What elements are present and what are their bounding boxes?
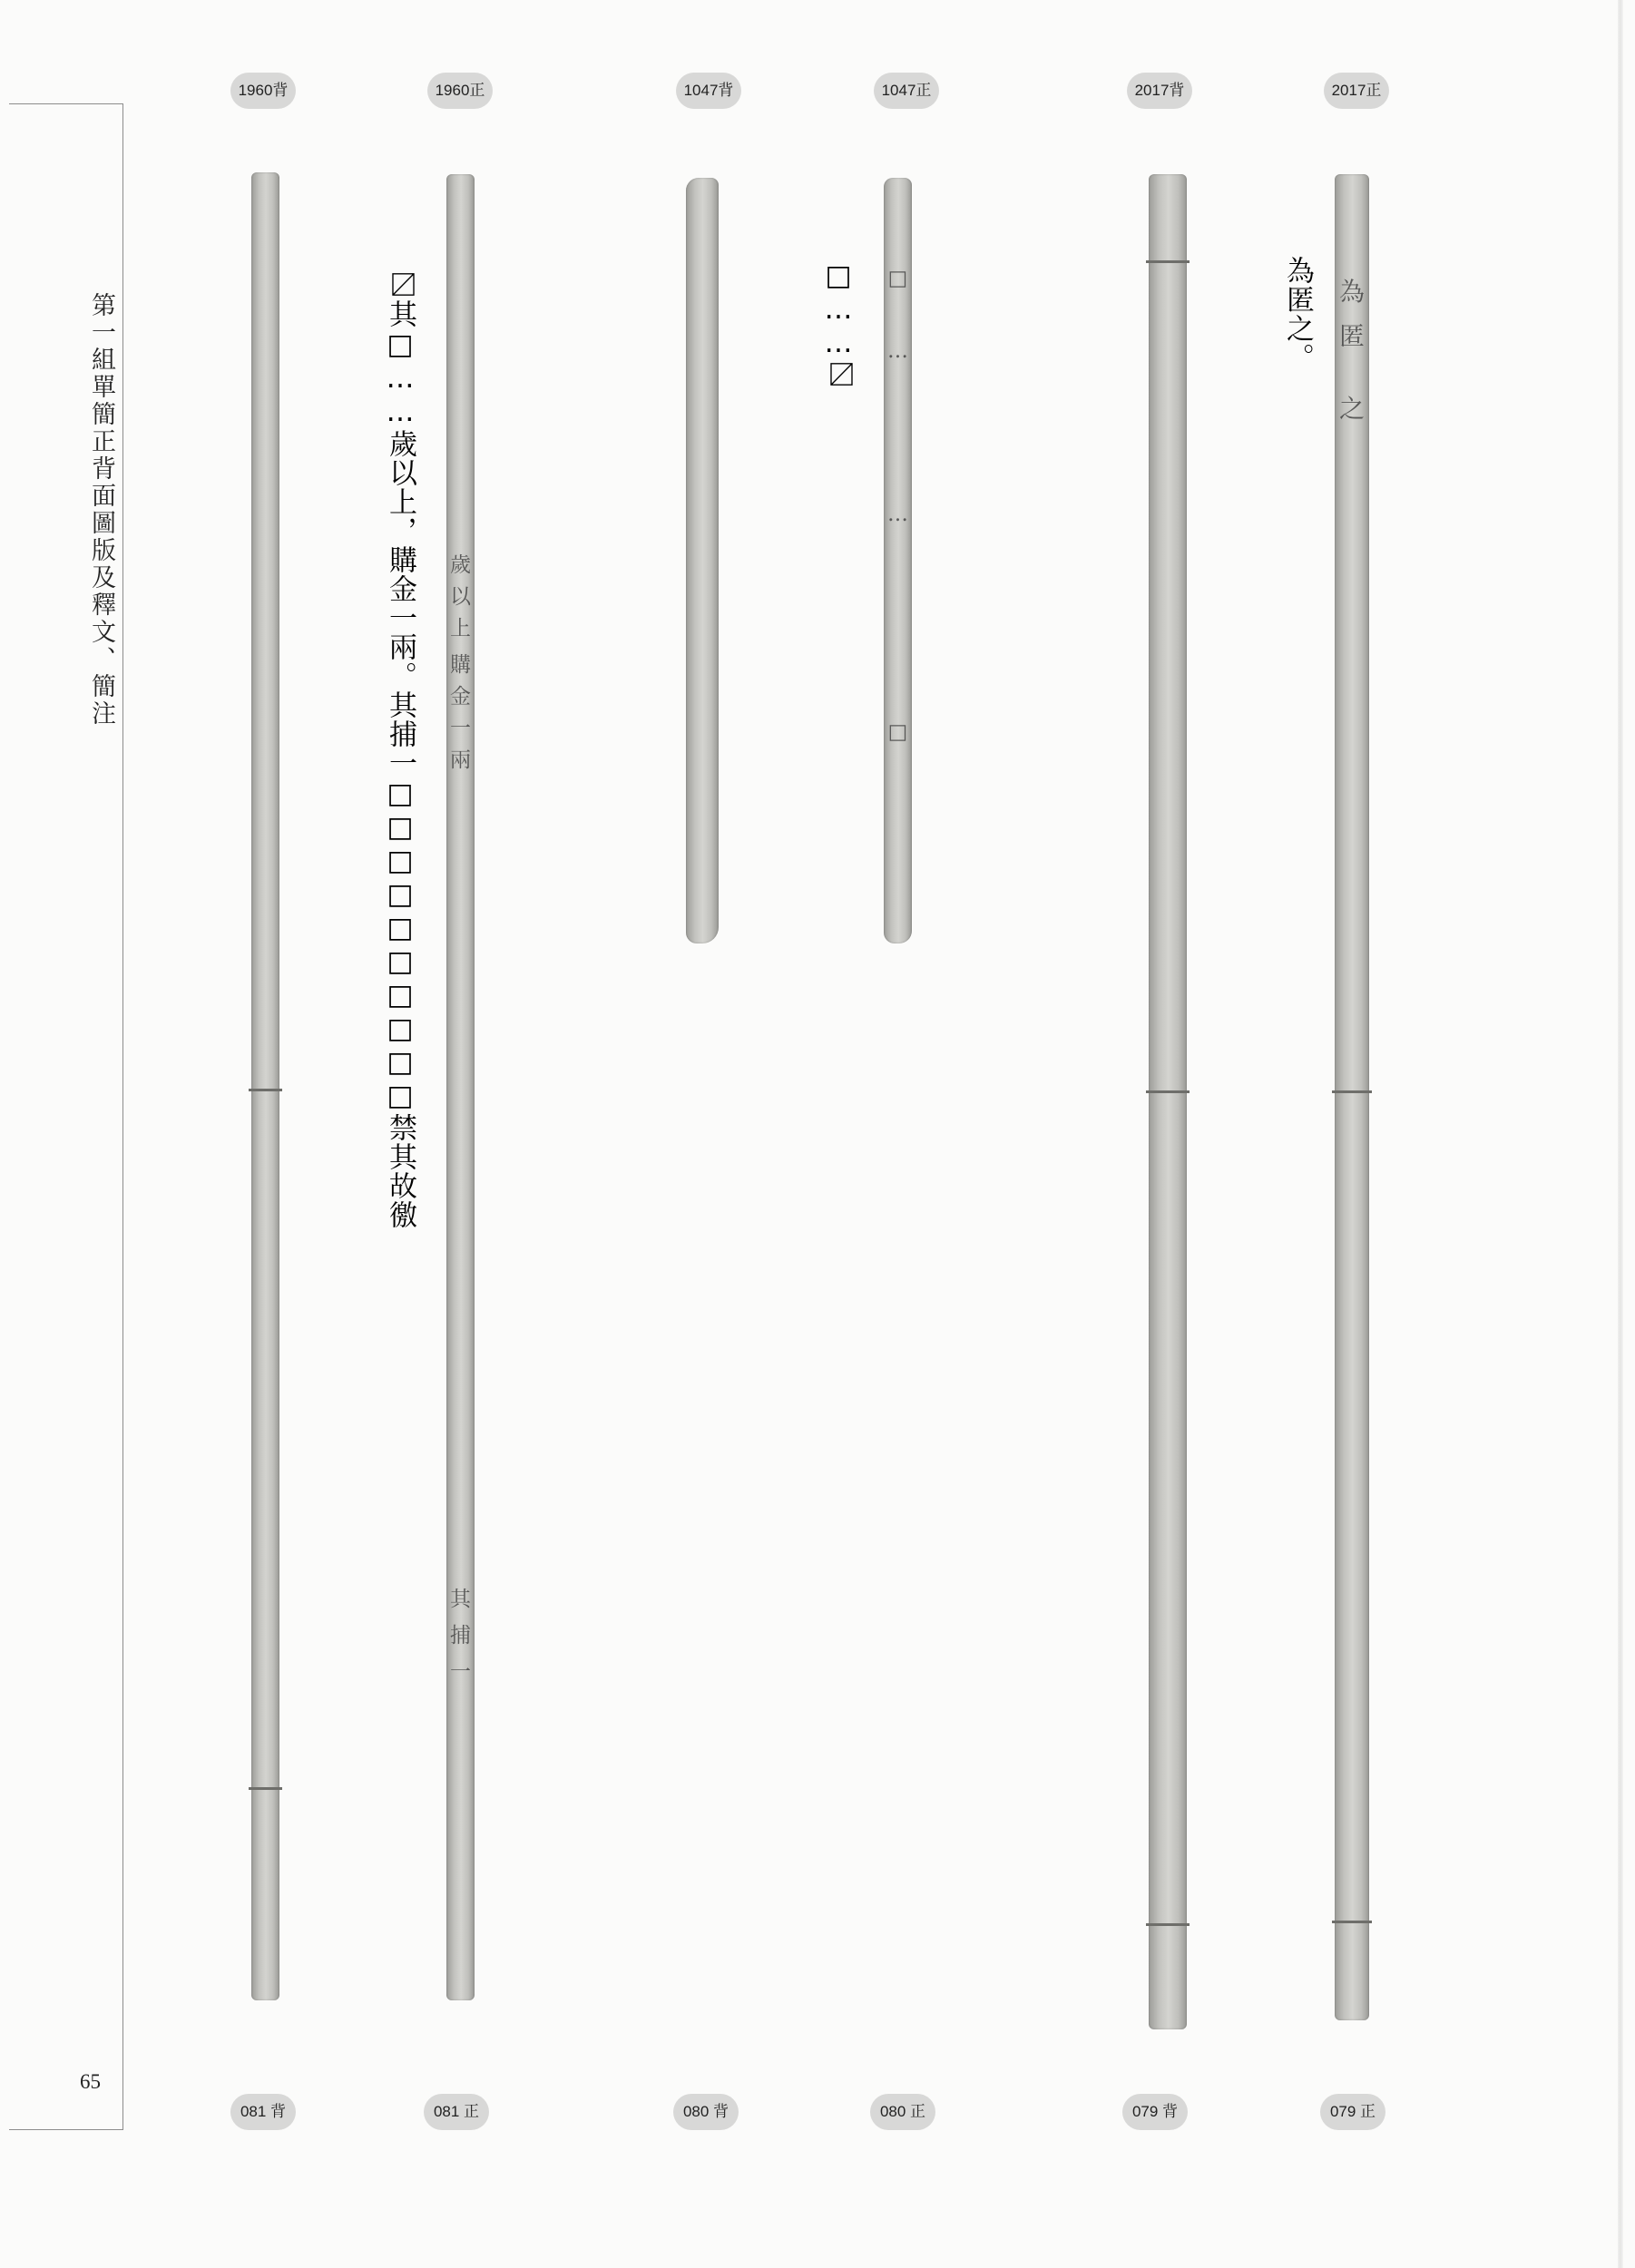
label-1960-front: 1960正 xyxy=(427,73,493,109)
slip-glyph: 一 xyxy=(450,1660,471,1684)
slip-node xyxy=(1332,1921,1372,1923)
label-079-front: 079 正 xyxy=(1320,2094,1385,2130)
slip-080-back xyxy=(686,178,719,943)
label-2017-front: 2017正 xyxy=(1324,73,1389,109)
slip-glyph: 上 xyxy=(450,617,471,640)
slip-glyph: … xyxy=(887,339,908,363)
slip-079-front xyxy=(1335,174,1369,2020)
slip-node xyxy=(1332,1090,1372,1093)
label-1047-front: 1047正 xyxy=(874,73,939,109)
transcription-081-front: 〼其□……歲以上，購金一兩。其捕一□□□□□□□□□□禁其故徼 xyxy=(384,270,416,1229)
label-080-front: 080 正 xyxy=(870,2094,935,2130)
slip-glyph: 為 xyxy=(1338,277,1366,307)
slip-glyph: 兩 xyxy=(450,748,471,772)
slip-081-back xyxy=(251,172,279,2000)
slip-glyph: 金 xyxy=(450,685,471,709)
slip-glyph: 其 xyxy=(450,1588,471,1611)
label-080-back: 080 背 xyxy=(673,2094,739,2130)
slip-node xyxy=(1146,260,1190,263)
slip-node xyxy=(1146,1923,1190,1926)
transcription-079-front: 為匿之。 xyxy=(1281,256,1314,372)
running-head: 第一組單簡正背面圖版及釋文、簡注 xyxy=(88,292,115,728)
slip-node xyxy=(249,1089,282,1091)
label-1960-back: 1960背 xyxy=(230,73,296,109)
slip-glyph: 購 xyxy=(450,653,471,677)
slip-node xyxy=(249,1787,282,1790)
slip-080-front xyxy=(884,178,912,943)
slip-glyph: 匿 xyxy=(1338,321,1366,351)
slip-glyph: □ xyxy=(887,267,908,290)
label-081-front: 081 正 xyxy=(424,2094,489,2130)
label-2017-back: 2017背 xyxy=(1127,73,1192,109)
label-1047-back: 1047背 xyxy=(676,73,741,109)
page-edge-shadow xyxy=(1618,0,1623,2268)
label-081-back: 081 背 xyxy=(230,2094,296,2130)
slip-glyph: 一 xyxy=(450,717,471,740)
slip-079-back xyxy=(1149,174,1187,2029)
slip-glyph: 以 xyxy=(450,585,471,609)
slip-glyph: 之 xyxy=(1338,394,1366,424)
slip-glyph: 捕 xyxy=(450,1624,471,1647)
slip-081-front xyxy=(446,174,475,2000)
slip-glyph: … xyxy=(887,503,908,526)
page-number: 65 xyxy=(80,2070,101,2093)
slip-glyph: □ xyxy=(887,720,908,744)
transcription-080-front: □……〼 xyxy=(822,259,855,389)
slip-glyph: 歲 xyxy=(450,553,471,577)
slip-node xyxy=(1146,1090,1190,1093)
label-079-back: 079 背 xyxy=(1122,2094,1188,2130)
